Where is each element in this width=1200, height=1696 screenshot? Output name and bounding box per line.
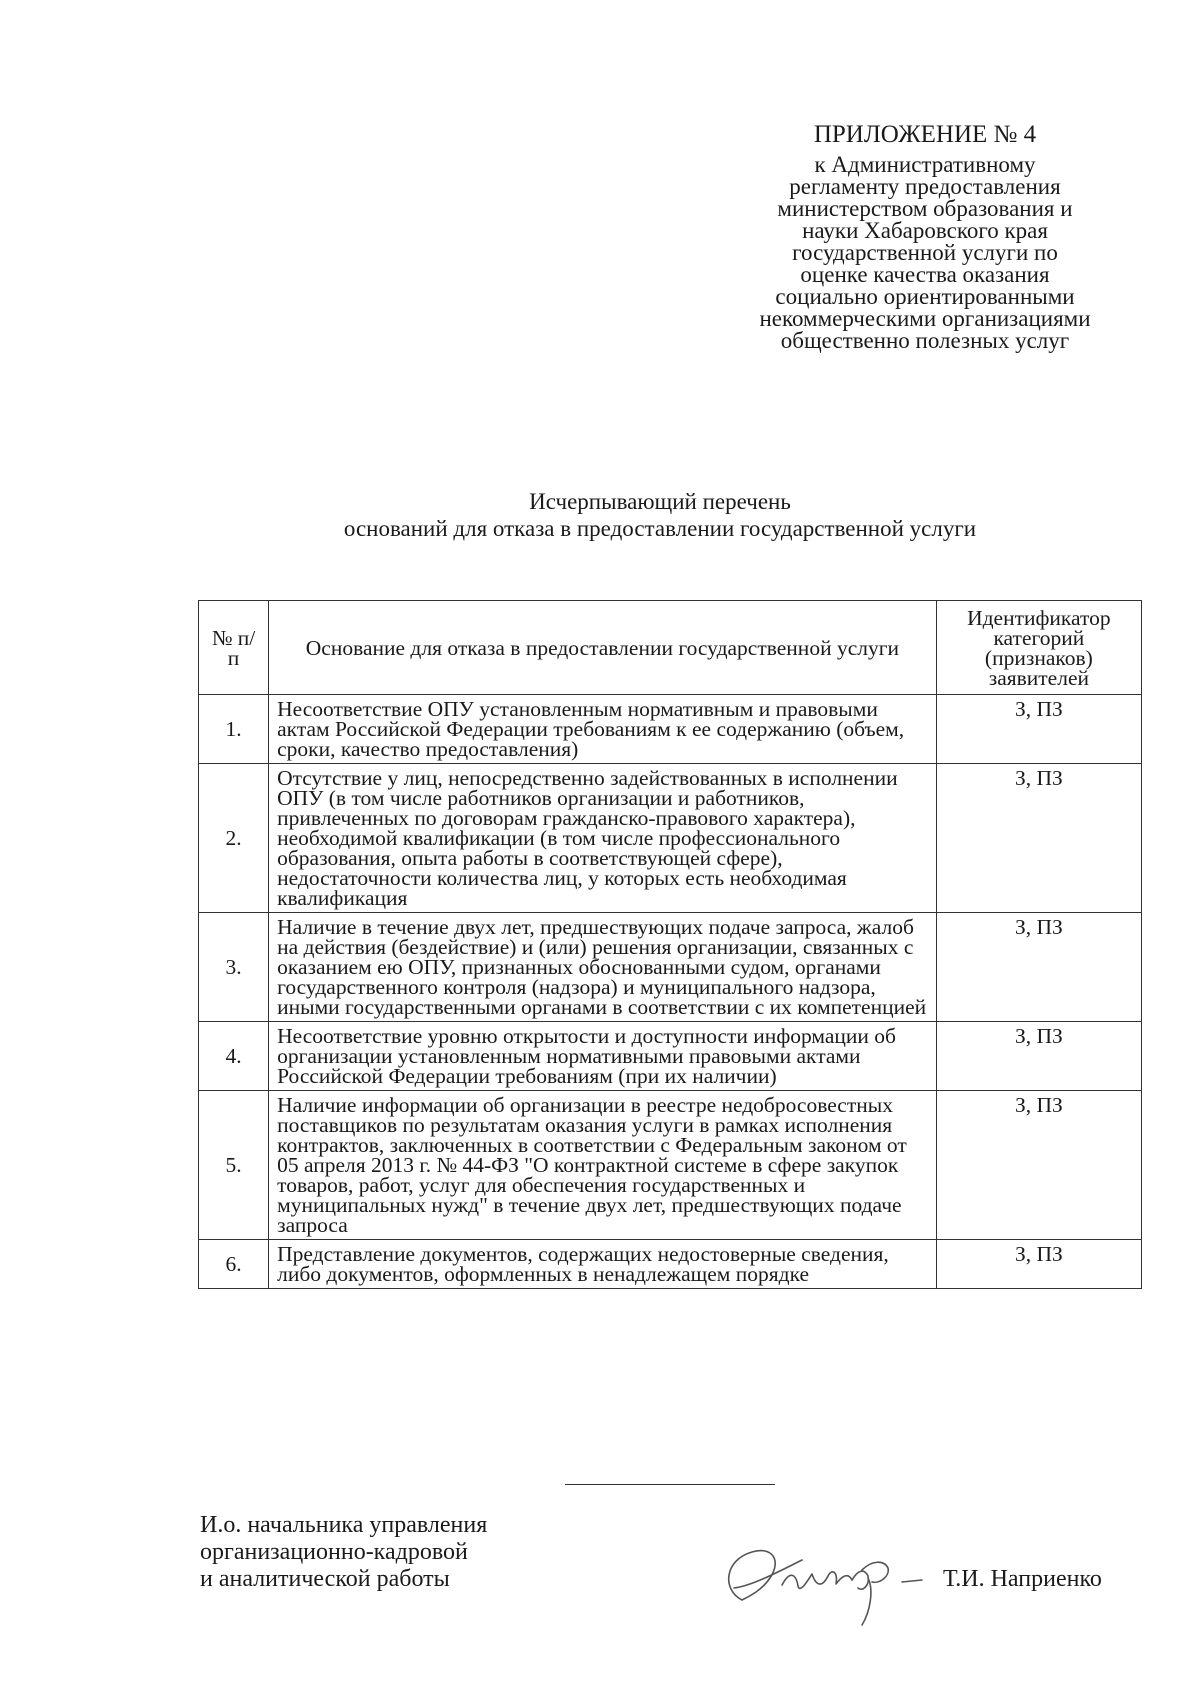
appendix-line: к Административному [814, 152, 1036, 177]
row-number: 1. [199, 695, 269, 764]
row-number: 5. [199, 1091, 269, 1240]
table-row [199, 764, 1142, 913]
appendix-line: некоммерческими организациями [759, 306, 1091, 331]
handwritten-signature-icon [712, 1530, 937, 1630]
heading-line-2: оснований для отказа в предоставлении государственной услуги [343, 516, 977, 541]
header-number: № п/п [199, 601, 269, 695]
signer-name: Т.И. Наприенко [943, 1566, 1102, 1592]
row-number: 2. [199, 764, 269, 913]
row-identifier: З, ПЗ [936, 1022, 1141, 1091]
row-number: 3. [199, 913, 269, 1022]
divider-line [565, 1484, 775, 1485]
row-identifier: З, ПЗ [936, 695, 1141, 764]
signer-position-line: И.о. начальника управления [200, 1512, 488, 1538]
header-identifier: Идентификатор категорий (признаков) заявителей [936, 601, 1141, 695]
appendix-line: регламенту предоставления [789, 174, 1061, 199]
appendix-line: общественно полезных услуг [780, 328, 1070, 353]
appendix-line: социально ориентированными [775, 284, 1075, 309]
row-identifier: З, ПЗ [936, 1240, 1141, 1289]
table-row [199, 1022, 1142, 1091]
table-header-row [199, 601, 1142, 695]
table-row [199, 695, 1142, 764]
signer-position [200, 1512, 487, 1593]
appendix-line: науки Хабаровского края [802, 218, 1048, 243]
row-reason: Наличие информации об организации в реестре недобросовестных поставщиков по результатам оказания услуги в рамках исполнения контрактов, заключенных в соответствии с Федеральным законом от 05 апреля 2013 г. № 44-ФЗ "О контрактной системе в сфере закупок товаров, работ, услуг для обеспечения государственных и муниципальных нужд" в течение двух лет, предшествующих подаче запроса [269, 1091, 937, 1240]
row-reason: Отсутствие у лиц, непосредственно задействованных в исполнении ОПУ (в том числе работников организации и работников, привлеченных по договорам гражданско-правового характера), необходимой квалификации (в том числе профессионального образования, опыта работы в соответствующей сфере), недостаточности количества лиц, у которых есть необходимая квалификация [269, 764, 937, 913]
row-reason: Несоответствие уровню открытости и доступности информации об организации установленным нормативными правовыми актами Российской Федерации требованиям (при их наличии) [269, 1022, 937, 1091]
row-reason: Наличие в течение двух лет, предшествующих подаче запроса, жалоб на действия (бездействие) и (или) решения организации, связанных с оказанием ею ОПУ, признанных обоснованными судом, органами государственного контроля (надзора) и муниципального надзора, иными государственными органами в соответствии с их компетенцией [269, 913, 937, 1022]
table-row [199, 1091, 1142, 1240]
signer-position-line: и аналитической работы [200, 1566, 450, 1592]
refusal-reasons-table [198, 600, 1142, 1289]
table-row [199, 1240, 1142, 1289]
header-reason: Основание для отказа в предоставлении государственной услуги [269, 601, 937, 695]
row-identifier: З, ПЗ [936, 764, 1141, 913]
row-identifier: З, ПЗ [936, 1091, 1141, 1240]
appendix-title: ПРИЛОЖЕНИЕ № 4 [813, 121, 1037, 148]
appendix-block [735, 120, 1115, 352]
appendix-body [735, 154, 1115, 352]
row-identifier: З, ПЗ [936, 913, 1141, 1022]
table-row [199, 913, 1142, 1022]
appendix-line: оценке качества оказания [800, 262, 1050, 287]
appendix-line: министерством образования и [777, 196, 1073, 221]
row-number: 6. [199, 1240, 269, 1289]
signer-position-line: организационно-кадровой [200, 1539, 468, 1565]
row-reason: Представление документов, содержащих недостоверные сведения, либо документов, оформленных в ненадлежащем порядке [269, 1240, 937, 1289]
document-heading [180, 488, 1140, 542]
row-number: 4. [199, 1022, 269, 1091]
heading-line-1: Исчерпывающий перечень [529, 489, 791, 514]
appendix-line: государственной услуги по [792, 240, 1058, 265]
row-reason: Несоответствие ОПУ установленным нормативным и правовыми актам Российской Федерации требованиям к ее содержанию (объем, сроки, качество предоставления) [269, 695, 937, 764]
